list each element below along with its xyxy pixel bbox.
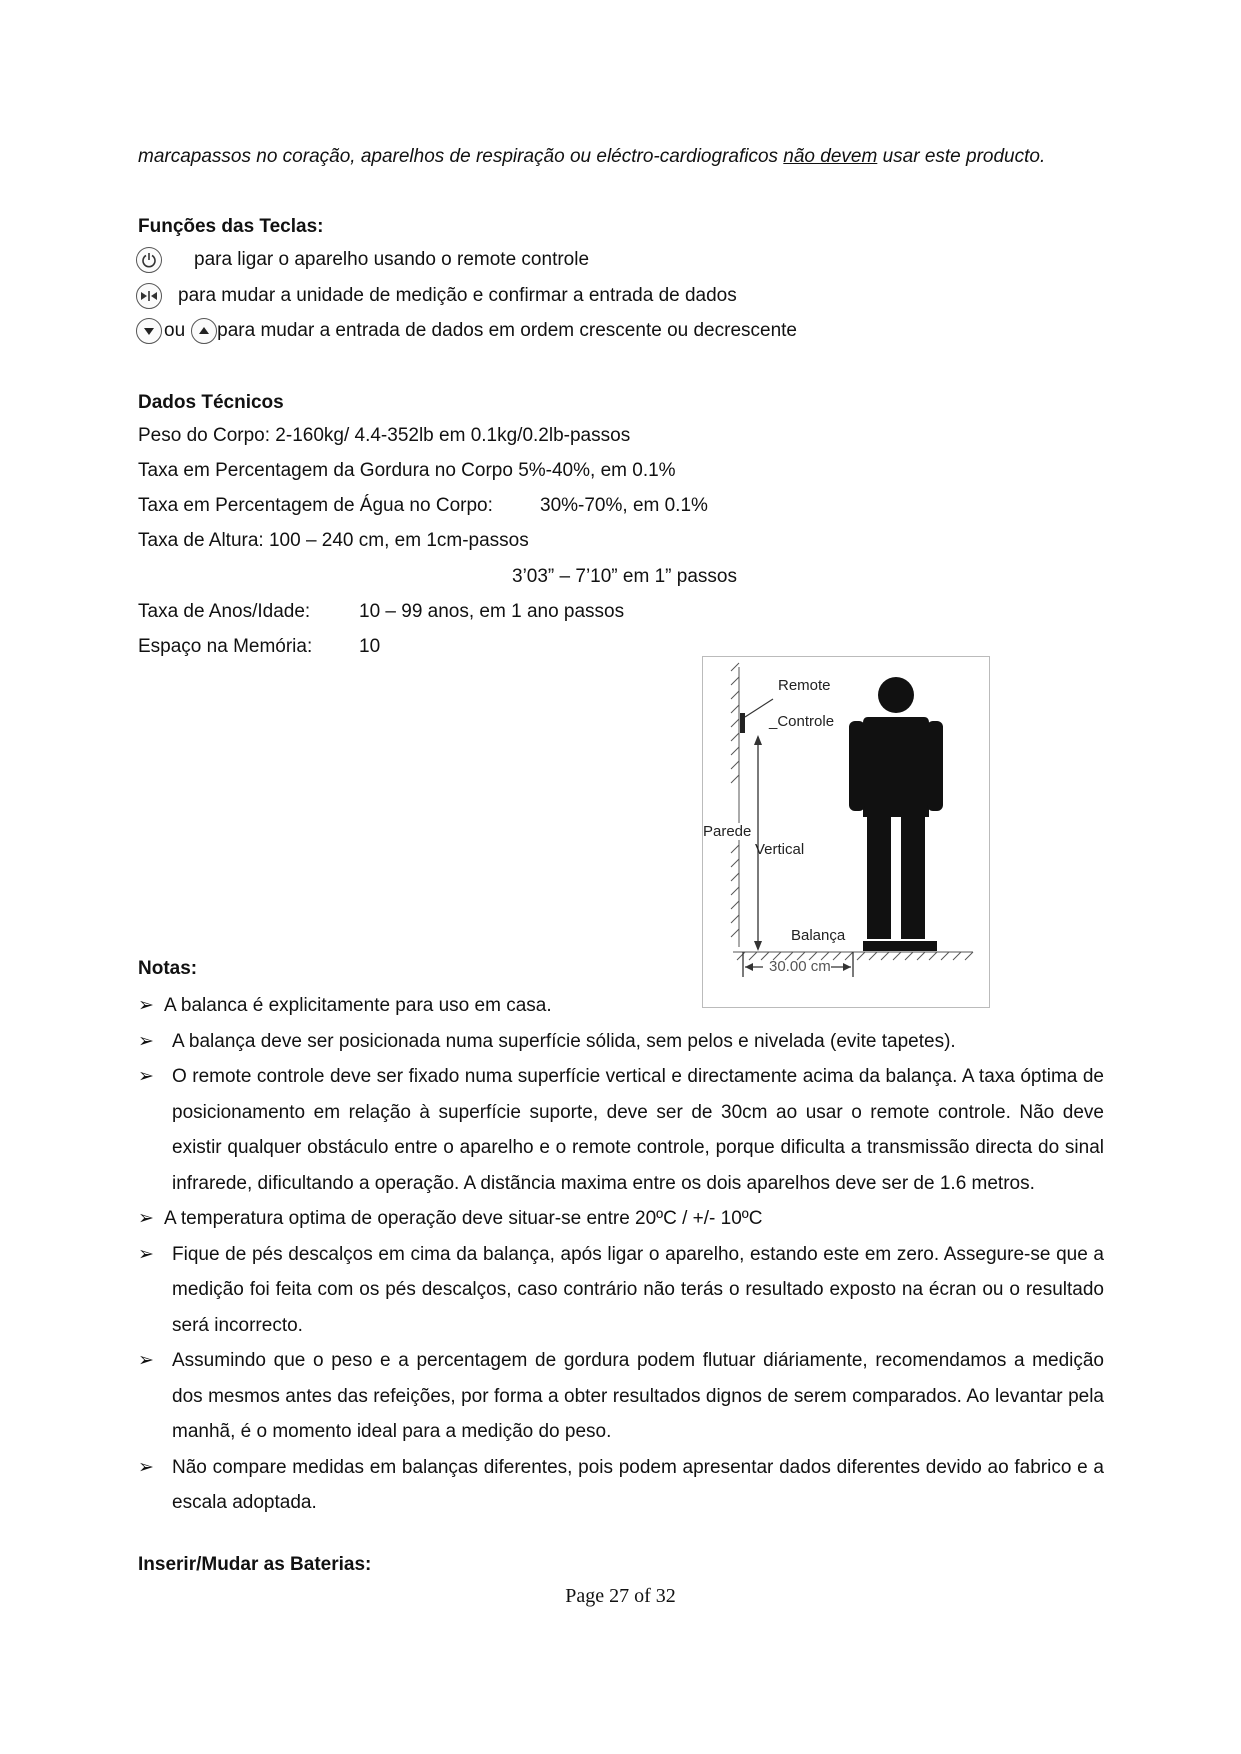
diagram-label-remote: Remote: [778, 677, 831, 694]
bullet-arrow-icon: ➢: [138, 1208, 154, 1229]
bullet-arrow-icon: ➢: [138, 1030, 154, 1052]
placement-diagram: [702, 656, 990, 1008]
bullet-arrow-icon: ➢: [138, 1243, 154, 1265]
up-arrow-icon: [191, 318, 217, 344]
intro-after: usar este producto.: [877, 146, 1046, 167]
power-text: para ligar o aparelho usando o remote controle: [194, 249, 590, 270]
intro-before: marcapassos no coração, aparelhos de respiração ou eléctro-cardiograficos: [138, 146, 784, 167]
page-number: Page 27 of 32: [565, 1585, 676, 1607]
spec-height-imperial: 3’03” – 7’10” em 1” passos: [512, 566, 737, 587]
note-text: A balança deve ser posicionada numa superfície sólida, sem pelos e nivelada (evite tapetes).: [172, 1030, 956, 1052]
key-row-power: [136, 245, 589, 275]
note-text: A temperatura optima de operação deve situar-se entre 20ºC / +/- 10ºC: [164, 1208, 763, 1229]
note-text: Assumindo que o peso e a percentagem de gordura podem flutuar diáriamente, recomendamos a medição dos mesmos antes das refeições, por forma a obter resultados dignos de serem comparados. Ao levantar pela manhã, é o momento ideal para a medição do peso.: [172, 1350, 1104, 1442]
power-icon: [136, 247, 162, 273]
list-item: [138, 1450, 1104, 1521]
list-item: [138, 1059, 1104, 1201]
specs-heading: Dados Técnicos: [138, 392, 284, 413]
list-item: [138, 1237, 1104, 1344]
note-text: A balanca é explicitamente para uso em casa.: [164, 995, 552, 1016]
key-row-unit: [136, 281, 737, 311]
bullet-arrow-icon: ➢: [138, 995, 154, 1016]
note-text: Não compare medidas em balanças diferentes, pois podem apresentar dados diferentes devido ao fabrico e a escala adoptada.: [172, 1456, 1104, 1513]
key-row-updown: [136, 316, 797, 346]
batteries-heading: Inserir/Mudar as Baterias:: [138, 1554, 372, 1575]
diagram-label-parede: Parede: [703, 823, 752, 840]
spec-water-label: Taxa em Percentagem de Água no Corpo:: [138, 495, 493, 516]
notes-heading: Notas:: [138, 958, 198, 979]
bullet-arrow-icon: ➢: [138, 1350, 154, 1371]
unit-text: para mudar a unidade de medição e confirmar a entrada de dados: [178, 285, 737, 306]
intro-underlined: não devem: [783, 146, 878, 167]
spec-age-label: Taxa de Anos/Idade:: [138, 601, 311, 622]
down-arrow-icon: [136, 318, 162, 344]
diagram-label-distance: 30.00 cm: [769, 958, 831, 975]
unit-confirm-icon: [136, 283, 162, 309]
diagram-label-controle: _Controle: [769, 713, 835, 730]
list-item: [138, 988, 1104, 1024]
list-item: [138, 1343, 1104, 1450]
spec-memory-value: 10: [359, 636, 381, 657]
note-text: O remote controle deve ser fixado numa superfície vertical e directamente acima da balança. A taxa óptima de posicionamento em relação à superfície suporte, deve ser de 30cm ao usar o remote controle. Não deve existir qualquer obstáculo entre o aparelho e o remote controle, porque dificulta a transmissão directa do sinal infrarede, dificultando a operação. A distãncia maxima entre os dois aparelhos deve ser de 1.6 metros.: [172, 1066, 1104, 1194]
diagram-label-balanca: Balança: [791, 927, 846, 944]
spec-memory-label: Espaço na Memória:: [138, 636, 313, 657]
list-item: [138, 1024, 1104, 1060]
list-item: [138, 1201, 1104, 1237]
ou-text: ou: [164, 320, 186, 341]
intro-warning: [138, 146, 1045, 168]
updown-text: para mudar a entrada de dados em ordem crescente ou decrescente: [217, 320, 797, 341]
bullet-arrow-icon: ➢: [138, 1456, 154, 1478]
spec-height: Taxa de Altura: 100 – 240 cm, em 1cm-passos: [138, 530, 529, 551]
spec-weight: Peso do Corpo: 2-160kg/ 4.4-352lb em 0.1kg/0.2lb-passos: [138, 425, 631, 446]
spec-fat: Taxa em Percentagem da Gordura no Corpo 5%-40%, em 0.1%: [138, 460, 676, 481]
spec-age-value: 10 – 99 anos, em 1 ano passos: [359, 601, 625, 622]
notes-list: [138, 988, 1104, 1521]
spec-water-value: 30%-70%, em 0.1%: [540, 495, 708, 516]
note-text: Fique de pés descalços em cima da balança, após ligar o aparelho, estando este em zero. Assegure-se que a medição foi feita com os pés descalços, caso contrário não terás o resultado exposto na écran ou o resultado será incorrecto.: [172, 1243, 1104, 1336]
diagram-label-vertical: Vertical: [755, 841, 805, 858]
bullet-arrow-icon: ➢: [138, 1066, 154, 1087]
keys-heading: Funções das Teclas:: [138, 216, 324, 237]
